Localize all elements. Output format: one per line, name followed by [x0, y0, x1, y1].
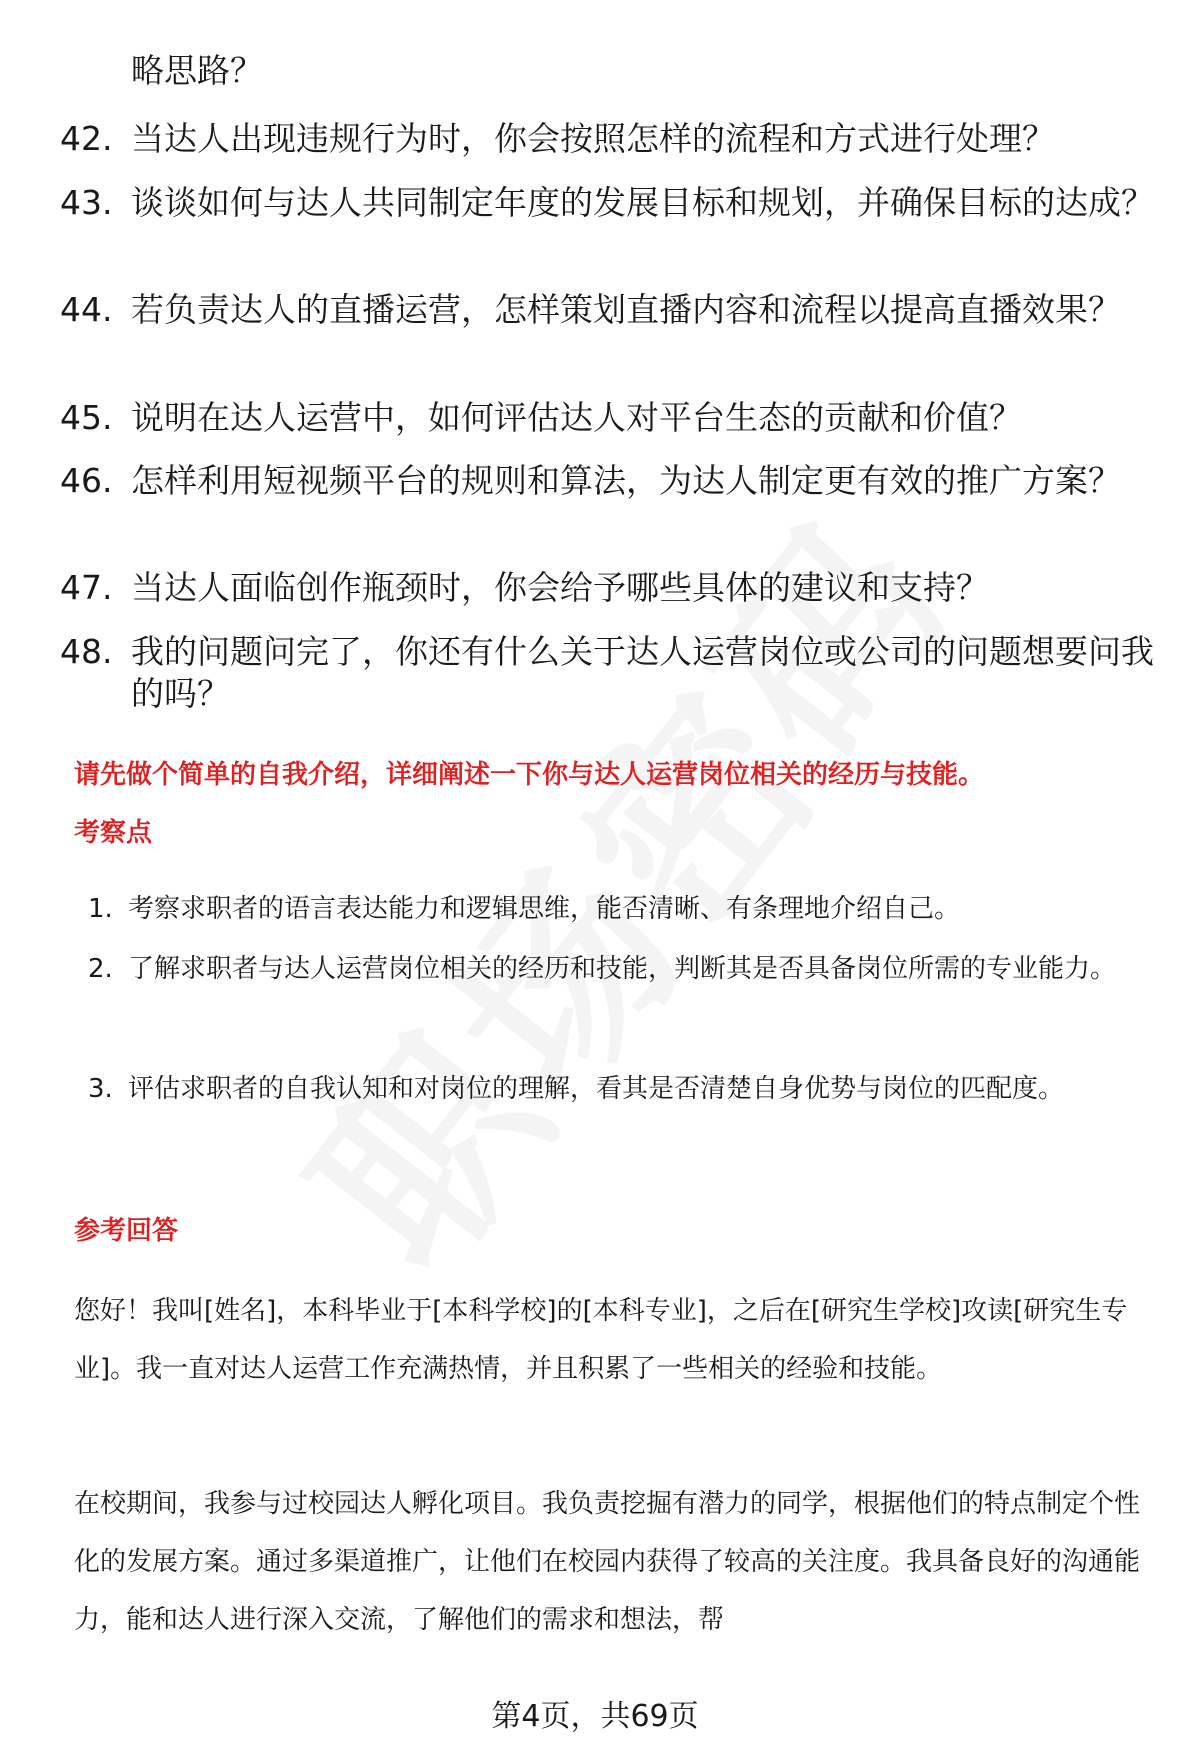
question-text: 怎样利用短视频平台的规则和算法，为达人制定更有效的推广方案？: [131, 461, 1121, 500]
question-number: 44.: [60, 290, 113, 329]
question-text: 当达人出现违规行为时，你会按照怎样的流程和方式进行处理？: [131, 119, 1055, 158]
answer-paragraph: 您好！我叫[姓名]，本科毕业于[本科学校]的[本科专业]，之后在[研究生学校]攻读[研究生专业]。我一直对达人运营工作充满热情，并且积累了一些相关的经验和技能。: [74, 1296, 1128, 1384]
question-number: 45.: [60, 398, 113, 437]
page-number: 第4页，共69页: [491, 1699, 699, 1734]
question-text: 若负责达人的直播运营，怎样策划直播内容和流程以提高直播效果？: [131, 290, 1121, 329]
question-headline: 请先做个简单的自我介绍，详细阐述一下你与达人运营岗位相关的经历与技能。: [74, 760, 985, 790]
question-number: 47.: [60, 568, 113, 607]
point-text: 评估求职者的自我认知和对岗位的理解，看其是否清楚自身优势与岗位的匹配度。: [128, 1074, 1065, 1104]
watermark: [235, 423, 1025, 1317]
section-label-points: 考察点: [74, 818, 153, 848]
point-text: 了解求职者与达人运营岗位相关的经历和技能，判断其是否具备岗位所需的专业能力。: [128, 954, 1117, 984]
question-text: 略思路？: [131, 51, 263, 90]
section-label-answer: 参考回答: [74, 1216, 179, 1246]
point-number: 1.: [88, 894, 113, 924]
point-number: 3.: [88, 1074, 113, 1104]
question-number: 48.: [60, 632, 113, 671]
answer-paragraph: 在校期间，我参与过校园达人孵化项目。我负责挖掘有潜力的同学，根据他们的特点制定个性化的发展方案。通过多渠道推广，让他们在校园内获得了较高的关注度。我具备良好的沟通能力，能和达人进行深入交流，了解他们的需求和想法，帮: [74, 1489, 1141, 1635]
point-number: 2.: [88, 954, 113, 984]
question-text: 说明在达人运营中，如何评估达人对平台生态的贡献和价值？: [131, 398, 1022, 437]
point-text: 考察求职者的语言表达能力和逻辑思维，能否清晰、有条理地介绍自己。: [128, 894, 961, 924]
question-number: 43.: [60, 183, 113, 222]
question-number: 42.: [60, 119, 113, 158]
question-text: 当达人面临创作瓶颈时，你会给予哪些具体的建议和支持？: [131, 568, 989, 607]
question-text: 我的问题问完了，你还有什么关于达人运营岗位或公司的问题想要问我的吗？: [131, 632, 1154, 713]
question-text: 谈谈如何与达人共同制定年度的发展目标和规划，并确保目标的达成？: [131, 183, 1154, 222]
question-number: 46.: [60, 461, 113, 500]
